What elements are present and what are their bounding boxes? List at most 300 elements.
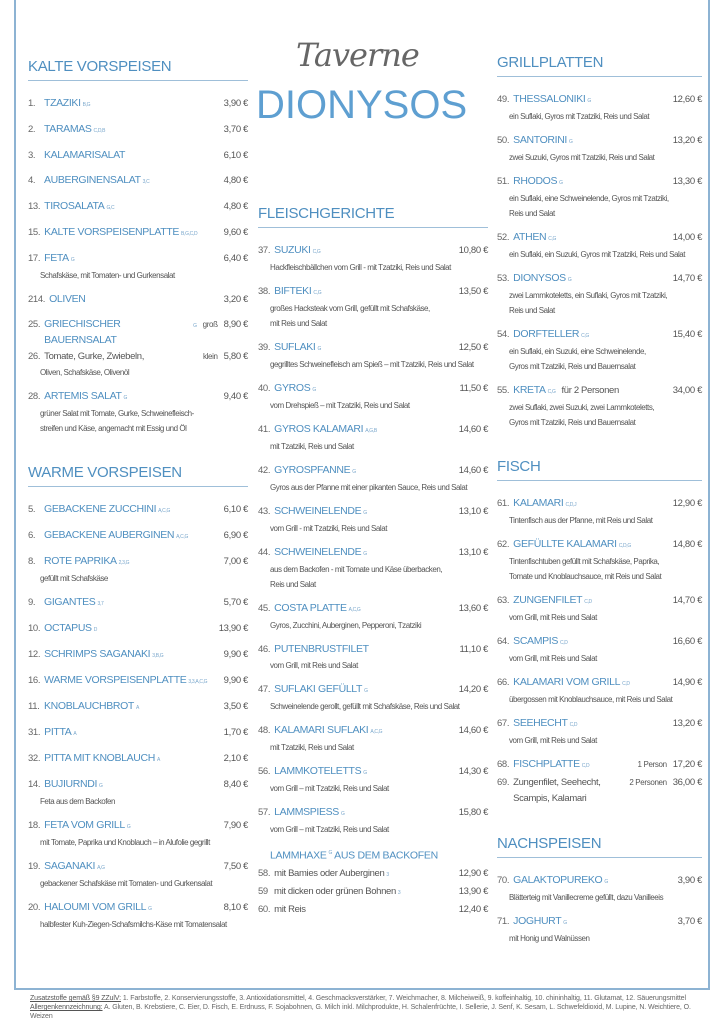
menu-item: [28, 95, 248, 113]
item-number: 20.: [28, 902, 41, 913]
item-name: TARAMAS: [44, 123, 92, 135]
item-price: 3,90 €: [677, 875, 702, 886]
item-price: 6,10 €: [223, 504, 248, 515]
menu-item-row: [28, 291, 248, 308]
menu-item-row: [258, 902, 488, 918]
item-description: ein Suflaki, eine Schweinelende, Gyros mit Tzatziki,: [509, 194, 669, 203]
item-number: 48.: [258, 725, 271, 736]
allergen-codes: G: [312, 387, 316, 393]
item-price: 14,90 €: [672, 677, 702, 688]
allergen-codes: A: [73, 731, 77, 737]
allergen-codes: D: [93, 627, 97, 633]
item-price: 17,20 €: [672, 759, 702, 770]
item-name: FETA: [44, 252, 69, 264]
item-price: 2,10 €: [223, 753, 248, 764]
item-price: 12,40 €: [458, 903, 488, 915]
item-description: mit Honig und Walnüssen: [509, 934, 590, 943]
item-number: 66.: [497, 677, 510, 688]
item-price: 4,80 €: [223, 201, 248, 212]
menu-item-row: [28, 388, 248, 406]
item-description: mit Tzatziki, Reis und Salat: [270, 743, 354, 752]
menu-item-row: [28, 250, 248, 268]
item-name: SCHWEINELENDE: [274, 546, 362, 558]
item-name: PITTA MIT KNOBLAUCH: [44, 752, 155, 764]
item-number: 50.: [497, 135, 510, 146]
item-number: 59: [258, 885, 268, 897]
menu-item: [258, 503, 488, 536]
menu-item: [28, 776, 248, 809]
item-name: LAMMKOTELETTS: [274, 765, 362, 777]
item-name: JOGHURT: [513, 915, 562, 927]
item-name: PUTENBRUSTFILET: [274, 643, 369, 655]
item-number: 56.: [258, 766, 271, 777]
item-description: Reis und Salat: [509, 306, 555, 315]
menu-item-row: [258, 722, 488, 740]
item-name: GRIECHISCHER BAUERNSALAT: [44, 318, 121, 346]
item-name: DIONYSOS: [513, 272, 566, 284]
item-price: 8,10 €: [223, 902, 248, 913]
item-description: Tomate und Knoblauchsauce, mit Reis und Salat: [509, 572, 662, 581]
item-name: SUZUKI: [274, 244, 311, 256]
allergen-codes: C,G: [581, 333, 589, 339]
item-description: zwei Suflaki, zwei Suzuki, zwei Lammkoteletts,: [509, 403, 655, 412]
menu-item: [28, 724, 248, 742]
item-number: 14.: [28, 779, 41, 790]
item-text: mit Bamies oder Auberginen: [274, 867, 385, 879]
menu-item: [497, 913, 702, 946]
item-description: vom Grill – mit Tzatziki, Reis und Salat: [270, 825, 389, 834]
item-name: BUJIURNDI: [44, 778, 98, 790]
allergens-label: Allergenkennzeichnung:: [30, 1004, 103, 1011]
menu-item: [28, 620, 248, 638]
menu-item-row: [258, 503, 488, 521]
menu-item: [28, 858, 248, 891]
item-number: 13.: [28, 201, 41, 212]
portion-size: 2 Personen: [629, 778, 667, 787]
item-price: 9,90 €: [223, 649, 248, 660]
allergen-codes: G: [567, 277, 572, 283]
item-number: 12.: [28, 649, 41, 660]
menu-item-row: [497, 756, 702, 774]
allergen-codes: A,G: [97, 865, 105, 871]
item-number: 45.: [258, 603, 271, 614]
menu-item: [258, 763, 488, 796]
menu-item-row: [497, 536, 702, 554]
item-name: SCAMPIS: [513, 635, 558, 647]
menu-item-row: [497, 775, 702, 807]
item-name: ZUNGENFILET: [513, 594, 583, 606]
menu-item-row: [258, 339, 488, 357]
section-heading: KALTE VORSPEISEN: [28, 58, 248, 81]
menu-item-row: [28, 172, 248, 190]
allergen-codes: A,C,G: [370, 729, 383, 735]
item-description: mit Tzatziki, Reis und Salat: [270, 442, 354, 451]
portion-size: groß: [202, 320, 218, 329]
allergen-codes: A,C,G: [348, 607, 361, 613]
item-name: SAGANAKI: [44, 860, 96, 872]
menu-item-row: [258, 866, 488, 883]
restaurant-logo: [256, 36, 476, 146]
item-text: mit Reis: [274, 903, 306, 915]
menu-item-row: [28, 776, 248, 794]
item-price: 4,80 €: [223, 175, 248, 186]
footer-legend: [30, 994, 706, 1021]
menu-item-row: [258, 462, 488, 480]
menu-item: [497, 326, 702, 374]
portion-size: klein: [202, 352, 218, 361]
item-price: 14,60 €: [458, 424, 488, 435]
item-name: COSTA PLATTE: [274, 602, 347, 614]
item-price: 14,00 €: [672, 232, 702, 243]
allergen-codes: 2,3,G: [118, 560, 130, 566]
allergen-codes: C,G: [548, 236, 557, 242]
menu-item-row: [497, 173, 702, 191]
item-price: 12,50 €: [458, 342, 488, 353]
allergen-codes: G: [559, 180, 563, 186]
menu-item: [497, 872, 702, 905]
item-number: 25.: [28, 319, 41, 330]
menu-item: [497, 775, 702, 807]
item-description: mit Reis und Salat: [270, 319, 327, 328]
item-number: 214.: [28, 294, 46, 305]
item-number: 46.: [258, 644, 271, 655]
menu-item: [28, 250, 248, 283]
menu-item: [258, 462, 488, 495]
menu-item: [28, 646, 248, 664]
allergen-codes: G: [340, 811, 345, 817]
menu-item: [28, 388, 248, 436]
item-number: 60.: [258, 903, 271, 915]
item-name: LAMMSPIESS: [274, 806, 339, 818]
allergen-codes: 3,C: [142, 179, 150, 185]
item-number: 67.: [497, 718, 510, 729]
item-name: FISCHPLATTE: [513, 758, 580, 770]
item-number: 68.: [497, 759, 510, 770]
item-name: ROTE PAPRIKA: [44, 555, 117, 567]
menu-item-row: [28, 121, 248, 139]
item-number: 62.: [497, 539, 510, 550]
item-text: mit dicken oder grünen Bohnen: [274, 885, 396, 897]
menu-item-row: [497, 872, 702, 890]
menu-item-row: [28, 147, 248, 164]
menu-item: [258, 544, 488, 592]
item-price: 11,10 €: [459, 644, 488, 655]
item-number: 19.: [28, 861, 41, 872]
item-price: 11,50 €: [459, 383, 488, 394]
item-name: SCHWEINELENDE: [274, 505, 362, 517]
item-number: 57.: [258, 807, 271, 818]
item-name: KNOBLAUCHBROT: [44, 700, 134, 712]
menu-item: [28, 501, 248, 519]
item-description: vom Grill, mit Reis und Salat: [509, 613, 597, 622]
menu-item: [258, 641, 488, 673]
item-number: 6.: [28, 530, 36, 541]
item-name: SUFLAKI GEFÜLLT: [274, 683, 363, 695]
allergen-codes: G: [604, 879, 608, 885]
item-description: mit Tomate, Paprika und Knoblauch – in Alufolie gegrillt: [40, 838, 210, 847]
item-name: ATHEN: [513, 231, 547, 243]
item-number: 31.: [28, 727, 41, 738]
item-number: 54.: [497, 329, 510, 340]
menu-item: [258, 722, 488, 755]
menu-item-row: [497, 229, 702, 247]
item-number: 70.: [497, 875, 510, 886]
allergens-list: A. Gluten, B. Krebstiere, C. Eier, D. Fisch, E. Erdnuss, F. Sojabohnen, G. Milch inkl. Milchprodukte, H. Schalenfrüchte, I. Sellerie, J. Senf, K. Sesam, L. Schwefeldioxid, M. Lupine, N. Weichtiere, O. Weizen: [30, 1004, 691, 1020]
menu-item: [258, 339, 488, 372]
item-number: 16.: [28, 675, 41, 686]
item-price: 6,40 €: [223, 253, 248, 264]
item-price: 12,60 €: [672, 94, 702, 105]
item-name: OLIVEN: [49, 293, 86, 305]
item-number: 8.: [28, 556, 36, 567]
menu-item: [258, 681, 488, 714]
item-number: 64.: [497, 636, 510, 647]
menu-item-row: [28, 620, 248, 638]
item-name: GIGANTES: [44, 596, 96, 608]
subsection-suffix: AUS DEM BACKOFEN: [334, 849, 438, 862]
item-description: ein Suflaki, ein Suzuki, Gyros mit Tzatziki, Reis und Salat: [509, 250, 686, 259]
menu-item-row: [258, 283, 488, 301]
item-price: 14,70 €: [672, 595, 702, 606]
item-number: 15.: [28, 227, 41, 238]
menu-item: [28, 224, 248, 242]
item-text: Zungenfilet, Seehecht, Scampis, Kalamari: [513, 777, 601, 804]
menu-item-row: [28, 198, 248, 216]
item-number: 51.: [497, 176, 510, 187]
menu-item-row: [258, 242, 488, 260]
menu-item: [497, 229, 702, 262]
menu-item-row: [497, 495, 702, 513]
menu-item-row: [28, 594, 248, 612]
item-name: PITTA: [44, 726, 72, 738]
allergen-codes: G: [563, 920, 567, 926]
menu-item-row: [28, 316, 248, 348]
item-price: 14,80 €: [672, 539, 702, 550]
allergen-codes: G: [193, 323, 197, 329]
menu-item: [258, 902, 488, 918]
menu-item: [28, 594, 248, 612]
item-price: 3,90 €: [223, 98, 248, 109]
item-number: 71.: [497, 916, 510, 927]
menu-item-row: [497, 326, 702, 344]
menu-item-row: [28, 899, 248, 917]
menu-item: [497, 756, 702, 774]
item-number: 2.: [28, 124, 36, 135]
item-price: 14,70 €: [672, 273, 702, 284]
menu-item-row: [258, 380, 488, 398]
item-description: gefüllt mit Schafskäse: [40, 574, 108, 583]
logo-script-text: Taverne: [296, 36, 419, 74]
item-name: KALAMARI VOM GRILL: [513, 676, 621, 688]
item-description: Schweinelende gerollt, gefüllt mit Schafskäse, Reis und Salat: [270, 702, 460, 711]
menu-item-row: [28, 750, 248, 768]
allergen-codes: G: [148, 906, 152, 912]
item-description: Blätterteig mit Vanillecreme gefüllt, dazu Vanilleeis: [509, 893, 664, 902]
menu-item: [497, 91, 702, 124]
item-number: 58.: [258, 867, 271, 879]
menu-item-row: [258, 763, 488, 781]
item-price: 12,90 €: [672, 498, 702, 509]
allergen-codes: G: [99, 783, 103, 789]
menu-item-row: [28, 724, 248, 742]
item-number: 43.: [258, 506, 271, 517]
menu-item: [497, 382, 702, 430]
item-price: 3,20 €: [223, 294, 248, 305]
item-description: Feta aus dem Backofen: [40, 797, 116, 806]
menu-item: [28, 527, 248, 545]
item-price: 3,50 €: [223, 701, 248, 712]
allergen-codes: G: [363, 510, 367, 516]
menu-item-row: [497, 913, 702, 931]
item-price: 15,80 €: [458, 807, 488, 818]
item-name: GEBACKENE AUBERGINEN: [44, 529, 175, 541]
menu-column-middle: [258, 205, 488, 919]
item-price: 7,50 €: [223, 861, 248, 872]
item-number: 47.: [258, 684, 271, 695]
menu-item: [28, 553, 248, 586]
allergen-codes: 3,B,G: [152, 653, 164, 659]
item-description: Hackfleischbällchen vom Grill - mit Tzatziki, Reis und Salat: [270, 263, 451, 272]
allergen-codes: G: [328, 850, 333, 856]
item-number: 3.: [28, 150, 36, 161]
item-description: streifen und Käse, angemacht mit Essig und Öl: [40, 424, 187, 433]
menu-item-row: [497, 715, 702, 733]
allergen-codes: C,G: [312, 249, 321, 255]
item-description: ein Suflaki, ein Suzuki, eine Schweinelende,: [509, 347, 646, 356]
item-price: 13,90 €: [218, 623, 248, 634]
item-description: ein Suflaki, Gyros mit Tzatziki, Reis und Salat: [509, 112, 650, 121]
item-name: SANTORINI: [513, 134, 568, 146]
item-name: WARME VORSPEISENPLATTE: [44, 674, 187, 686]
item-name: BIFTEKI: [274, 285, 312, 297]
menu-item: [28, 172, 248, 190]
item-description: Gyros mit Tzatziki, Reis und Bauernsalat: [509, 418, 636, 427]
menu-item-row: [258, 641, 488, 658]
item-description: vom Drehspieß – mit Tzatziki, Reis und Salat: [270, 401, 410, 410]
item-description: Tintenfisch aus der Pfanne, mit Reis und Salat: [509, 516, 653, 525]
item-number: 11.: [28, 701, 40, 712]
item-number: 69.: [497, 777, 510, 788]
allergen-codes: G: [364, 688, 368, 694]
item-name: SCHRIMPS SAGANAKI: [44, 648, 151, 660]
allergen-codes: G,C: [106, 205, 115, 211]
allergen-codes: C,G: [313, 290, 322, 296]
item-name: DORFTELLER: [513, 328, 580, 340]
item-description: Oliven, Schafskäse, Olivenöl: [40, 368, 130, 377]
allergen-codes: G: [123, 395, 128, 401]
menu-item: [258, 380, 488, 413]
item-description: Schafskäse, mit Tomaten- und Gurkensalat: [40, 271, 175, 280]
item-price: 16,60 €: [672, 636, 702, 647]
item-name: AUBERGINENSALAT: [44, 174, 141, 186]
item-number: 28.: [28, 391, 41, 402]
allergen-codes: C,D: [559, 640, 568, 646]
menu-item: [497, 536, 702, 584]
menu-item-row: [28, 553, 248, 571]
item-number: 55.: [497, 385, 510, 396]
item-name: GEBACKENE ZUCCHINI: [44, 503, 157, 515]
subsection-heading: [258, 845, 488, 865]
item-price: 13,30 €: [672, 176, 702, 187]
allergen-codes: C,D: [569, 722, 578, 728]
item-price: 9,60 €: [223, 227, 248, 238]
allergen-codes: G: [569, 139, 573, 145]
item-text: Tomate, Gurke, Zwiebeln,: [44, 351, 145, 362]
menu-item: [28, 291, 248, 308]
item-number: 52.: [497, 232, 510, 243]
item-name: GEFÜLLTE KALAMARI: [513, 538, 617, 550]
menu-item-row: [28, 646, 248, 664]
item-price: 5,80 €: [223, 351, 248, 362]
allergen-codes: C,D: [581, 763, 590, 769]
allergen-codes: A,C,G: [158, 508, 171, 514]
allergen-codes: G: [587, 98, 591, 104]
item-name: KALAMARI SUFLAKI: [274, 724, 369, 736]
allergen-codes: G: [363, 770, 367, 776]
item-description: Reis und Salat: [270, 580, 316, 589]
menu-item-row: [258, 544, 488, 562]
section-heading: FLEISCHGERICHTE: [258, 205, 488, 228]
item-number: 32.: [28, 753, 41, 764]
item-price: 8,40 €: [223, 779, 248, 790]
additives-list: 1. Farbstoffe, 2. Konservierungsstoffe, 3. Antioxidationsmittel, 4. Geschmacksverstärker, 7. Weichmacher, 8. Milcheiweiß, 9. koffeinhaltig, 10. chininhaltig, 11. Glutamat, 12. Säuerungsmittel: [122, 995, 686, 1002]
item-name: SEEHECHT: [513, 717, 568, 729]
menu-item: [28, 198, 248, 216]
menu-item: [28, 349, 248, 380]
menu-item: [497, 674, 702, 707]
item-price: 12,90 €: [458, 867, 488, 879]
item-number: 53.: [497, 273, 510, 284]
menu-item-row: [28, 224, 248, 242]
item-name: GYROSPFANNE: [274, 464, 351, 476]
item-name: OCTAPUS: [44, 622, 92, 634]
item-description: gegrilltes Schweinefleisch am Spieß – mit Tzatziki, Reis und Salat: [270, 360, 474, 369]
menu-item-row: [497, 592, 702, 610]
menu-item-row: [497, 270, 702, 288]
allergen-codes: C,D: [622, 681, 630, 687]
item-name: GALAKTOPUREKO: [513, 874, 603, 886]
menu-item-row: [258, 681, 488, 699]
section-heading: WARME VORSPEISEN: [28, 464, 248, 487]
allergen-codes: C,G: [547, 389, 556, 395]
item-name: SUFLAKI: [274, 341, 316, 353]
section-heading: GRILLPLATTEN: [497, 54, 702, 77]
menu-item: [28, 147, 248, 164]
allergen-codes: A,G,B: [365, 428, 377, 434]
allergen-codes: A: [157, 757, 160, 763]
item-description: gebackener Schafskäse mit Tomaten- und Gurkensalat: [40, 879, 213, 888]
section-heading: NACHSPEISEN: [497, 835, 702, 858]
menu-item: [28, 672, 248, 690]
allergen-codes: 3,7: [97, 601, 104, 607]
subsection-name: LAMMHAXE: [270, 849, 327, 862]
item-description: vom Grill, mit Reis und Salat: [509, 736, 597, 745]
menu-item-row: [28, 527, 248, 545]
item-name: TIROSALATA: [44, 200, 105, 212]
menu-item-row: [497, 132, 702, 150]
item-description: Reis und Salat: [509, 209, 555, 218]
item-price: 5,70 €: [223, 597, 248, 608]
menu-item-row: [28, 858, 248, 876]
allergen-codes: C,D,B: [93, 128, 106, 134]
menu-item: [497, 270, 702, 318]
item-price: 13,60 €: [458, 603, 488, 614]
menu-item: [258, 242, 488, 275]
item-price: 7,00 €: [223, 556, 248, 567]
menu-item: [258, 866, 488, 883]
item-price: 13,20 €: [672, 135, 702, 146]
item-number: 1.: [28, 98, 36, 109]
